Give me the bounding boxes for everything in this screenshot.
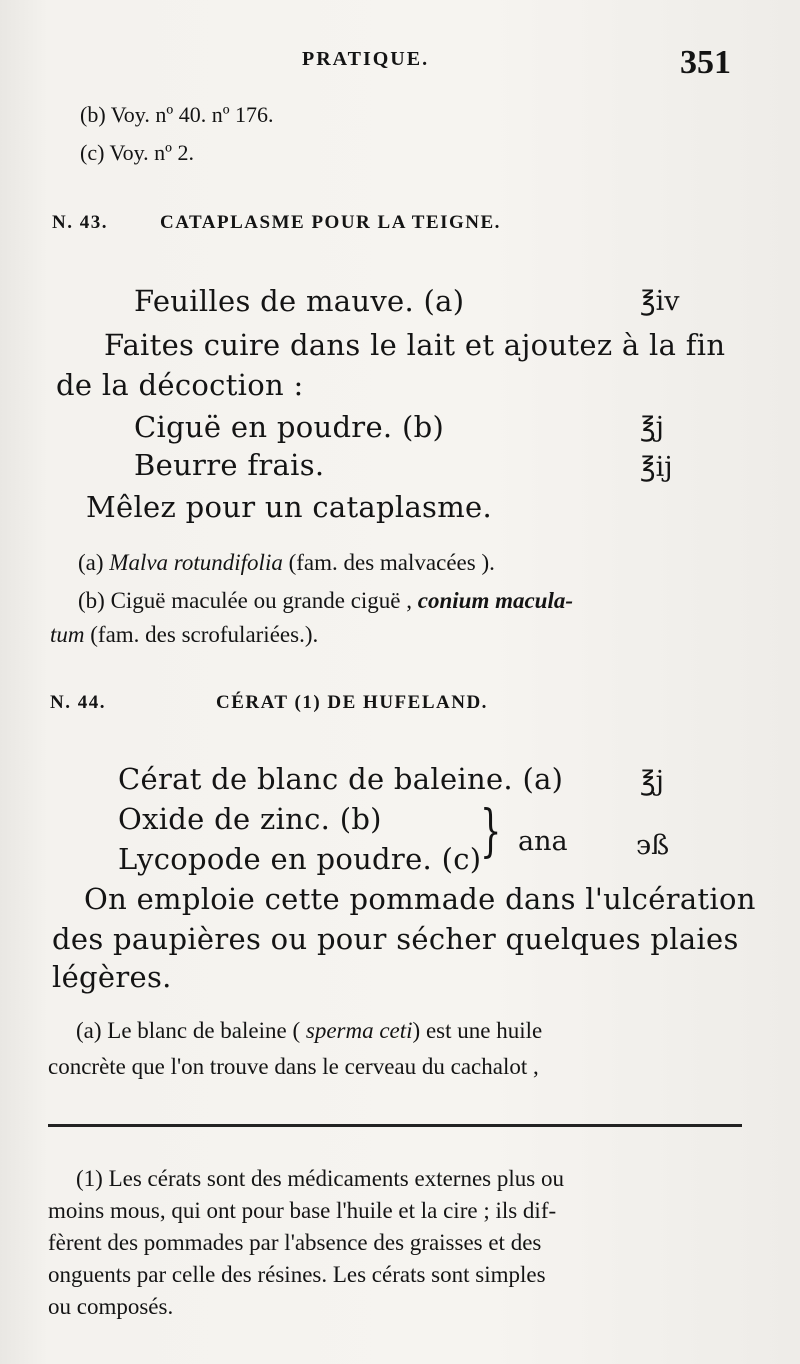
usage-line-3: légères.: [52, 960, 172, 994]
qty-cigue: ℥j: [640, 412, 664, 443]
running-header: PRATIQUE.: [302, 48, 430, 70]
ingredient-cigue: Ciguë en poudre. (b): [134, 410, 445, 444]
note-43-a: [78, 550, 495, 576]
curly-brace-icon: }: [480, 799, 502, 864]
footnote-line-4: onguents par celle des résines. Les cérats sont simples: [48, 1262, 546, 1287]
section-44-number: N. 44.: [50, 692, 106, 713]
footnote-rule: [48, 1124, 742, 1127]
qty-cerat: ℥j: [640, 766, 664, 797]
note-44-a-prefix: (a) Le blanc de baleine (: [76, 1018, 306, 1043]
instruction-line-1: Faites cuire dans le lait et ajoutez à la fin: [104, 328, 726, 362]
closing-line: Mêlez pour un cataplasme.: [86, 490, 493, 524]
footnote-line-2: moins mous, qui ont pour base l'huile et la cire ; ils dif-: [48, 1198, 557, 1223]
ingredient-beurre: Beurre frais.: [134, 448, 325, 482]
instruction-line-2: de la décoction :: [56, 368, 304, 402]
qty-beurre: ℥ij: [640, 452, 673, 483]
note-44-a-line-2: concrète que l'on trouve dans le cerveau du cachalot ,: [48, 1054, 539, 1079]
footnote-line-3: fèrent des pommades par l'absence des graisses et des: [48, 1230, 542, 1255]
footnote-line-5: ou composés.: [48, 1294, 174, 1319]
note-43-b-line-1: [78, 588, 573, 614]
note-44-a-latin: sperma ceti: [305, 1018, 413, 1043]
note-43-a-latin: Malva rotundifolia: [109, 550, 283, 575]
note-43-a-prefix: (a): [78, 550, 110, 575]
section-44-title: CÉRAT (1) DE HUFELAND.: [216, 692, 488, 713]
ingredient-mauve: Feuilles de mauve. (a): [134, 284, 465, 318]
footnote-line-1: (1) Les cérats sont des médicaments externes plus ou: [76, 1166, 564, 1191]
note-44-a-rest: ) est une huile: [412, 1018, 543, 1043]
section-43-number: N. 43.: [52, 212, 108, 233]
ingredient-oxide: Oxide de zinc. (b): [118, 802, 382, 836]
ingredient-cerat: Cérat de blanc de baleine. (a): [118, 762, 564, 796]
ingredient-lycopode: Lycopode en poudre. (c): [118, 842, 482, 876]
note-43-b-text: (b) Ciguë maculée ou grande ciguë ,: [78, 588, 418, 613]
note-43-b-rest: (fam. des scrofulariées.).: [84, 622, 319, 647]
qty-ana: ϶ß: [636, 830, 670, 861]
top-note-c: (c) Voy. nº 2.: [80, 140, 194, 165]
qty-mauve: ℥iv: [640, 286, 680, 317]
note-43-b-latin: conium macula-: [417, 588, 574, 613]
note-43-a-rest: (fam. des malvacées ).: [282, 550, 495, 575]
note-43-b-line-2: [50, 622, 318, 648]
page-number: 351: [680, 44, 731, 81]
ana-label: ana: [518, 826, 568, 857]
top-note-b: (b) Voy. nº 40. nº 176.: [80, 102, 274, 127]
section-43-title: CATAPLASME POUR LA TEIGNE.: [160, 212, 501, 233]
note-44-a-line-1: [76, 1018, 542, 1044]
usage-line-2: des paupières ou pour sécher quelques plaies: [52, 922, 739, 956]
note-43-b-latin-2: tum: [50, 622, 85, 647]
usage-line-1: On emploie cette pommade dans l'ulcération: [84, 882, 756, 916]
